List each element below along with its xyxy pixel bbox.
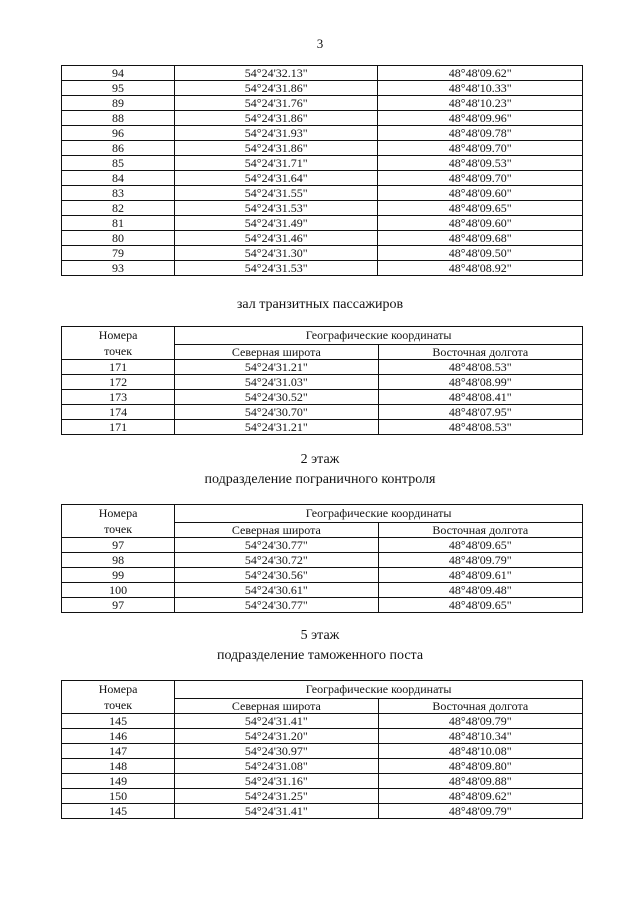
point-number-cell: 173 xyxy=(62,390,175,405)
latitude-cell: 54°24'31.41" xyxy=(175,714,378,729)
point-number-cell: 171 xyxy=(62,360,175,375)
table-row xyxy=(62,804,583,819)
section-title-customs: подразделение таможенного поста xyxy=(216,648,424,663)
latitude-cell: 54°24'31.55" xyxy=(174,186,378,201)
latitude-cell: 54°24'32.13" xyxy=(174,66,378,81)
header-row xyxy=(62,505,583,523)
point-number-cell: 99 xyxy=(62,568,175,583)
latitude-cell: 54°24'30.97" xyxy=(175,744,378,759)
longitude-cell: 48°48'09.65" xyxy=(378,201,583,216)
longitude-cell: 48°48'09.68" xyxy=(378,231,583,246)
floor-title-5: 5 этаж xyxy=(300,628,340,643)
longitude-cell: 48°48'09.53" xyxy=(378,156,583,171)
table-row xyxy=(62,375,583,390)
lon-header: Восточная долгота xyxy=(378,344,582,359)
table-row xyxy=(62,96,583,111)
latitude-cell: 54°24'31.93" xyxy=(174,126,378,141)
longitude-cell: 48°48'09.48" xyxy=(378,583,582,598)
longitude-cell: 48°48'07.95" xyxy=(378,405,582,420)
latitude-cell: 54°24'31.03" xyxy=(175,375,378,390)
geo-header: Географические координаты xyxy=(175,327,583,345)
geo-header: Географические координаты xyxy=(175,505,583,523)
table-row xyxy=(62,246,583,261)
longitude-cell: 48°48'09.50" xyxy=(378,246,583,261)
longitude-cell: 48°48'09.62" xyxy=(378,66,583,81)
point-number-cell: 98 xyxy=(62,553,175,568)
table-data xyxy=(62,538,583,613)
table-row xyxy=(62,111,583,126)
coordinates-table-transit-hall xyxy=(61,326,583,435)
table-row xyxy=(62,141,583,156)
lat-header: Северная широта xyxy=(175,522,378,537)
point-number-cell: 82 xyxy=(62,201,175,216)
points-header xyxy=(62,327,175,360)
latitude-cell: 54°24'31.30" xyxy=(174,246,378,261)
header-row xyxy=(62,327,583,345)
point-number-cell: 80 xyxy=(62,231,175,246)
table-row xyxy=(62,538,583,553)
coordinates-table-continued xyxy=(61,65,583,276)
table-body xyxy=(62,681,583,714)
point-number-cell: 96 xyxy=(62,126,175,141)
point-number-cell: 150 xyxy=(62,789,175,804)
table-row xyxy=(62,568,583,583)
longitude-cell: 48°48'09.70" xyxy=(378,141,583,156)
section-title-transit-hall: зал транзитных пассажиров xyxy=(236,297,404,312)
table-body xyxy=(62,66,583,276)
table-row xyxy=(62,66,583,81)
latitude-cell: 54°24'31.86" xyxy=(174,111,378,126)
point-number-cell: 95 xyxy=(62,81,175,96)
point-number-cell: 172 xyxy=(62,375,175,390)
table-body xyxy=(62,327,583,360)
point-number-cell: 147 xyxy=(62,744,175,759)
table-row xyxy=(62,126,583,141)
lon-header: Восточная долгота xyxy=(378,522,582,537)
table-row xyxy=(62,81,583,96)
lon-header: Восточная долгота xyxy=(378,698,582,713)
header-row xyxy=(62,681,583,699)
latitude-cell: 54°24'31.86" xyxy=(174,81,378,96)
point-number-cell: 85 xyxy=(62,156,175,171)
longitude-cell: 48°48'09.62" xyxy=(378,789,582,804)
longitude-cell: 48°48'09.70" xyxy=(378,171,583,186)
longitude-cell: 48°48'09.79" xyxy=(378,714,582,729)
latitude-cell: 54°24'30.77" xyxy=(175,598,378,613)
longitude-cell: 48°48'09.88" xyxy=(378,774,582,789)
longitude-cell: 48°48'09.65" xyxy=(378,598,582,613)
point-number-cell: 94 xyxy=(62,66,175,81)
longitude-cell: 48°48'09.60" xyxy=(378,216,583,231)
latitude-cell: 54°24'31.49" xyxy=(174,216,378,231)
points-header-line2: точек xyxy=(104,344,133,358)
longitude-cell: 48°48'09.65" xyxy=(378,538,582,553)
latitude-cell: 54°24'31.53" xyxy=(174,201,378,216)
latitude-cell: 54°24'30.70" xyxy=(175,405,378,420)
points-header-line1: Номера xyxy=(98,682,138,696)
point-number-cell: 146 xyxy=(62,729,175,744)
longitude-cell: 48°48'09.79" xyxy=(378,804,582,819)
longitude-cell: 48°48'08.53" xyxy=(378,420,582,435)
point-number-cell: 97 xyxy=(62,598,175,613)
points-header xyxy=(62,681,175,714)
points-header-line2: точек xyxy=(104,522,133,536)
longitude-cell: 48°48'10.33" xyxy=(378,81,583,96)
latitude-cell: 54°24'31.46" xyxy=(174,231,378,246)
longitude-cell: 48°48'09.96" xyxy=(378,111,583,126)
point-number-cell: 100 xyxy=(62,583,175,598)
table-row xyxy=(62,729,583,744)
point-number-cell: 86 xyxy=(62,141,175,156)
latitude-cell: 54°24'30.61" xyxy=(175,583,378,598)
table-row xyxy=(62,405,583,420)
point-number-cell: 174 xyxy=(62,405,175,420)
table-row xyxy=(62,553,583,568)
point-number-cell: 93 xyxy=(62,261,175,276)
latitude-cell: 54°24'31.25" xyxy=(175,789,378,804)
point-number-cell: 88 xyxy=(62,111,175,126)
table-row xyxy=(62,231,583,246)
floor-title-2: 2 этаж xyxy=(300,452,340,467)
longitude-cell: 48°48'09.78" xyxy=(378,126,583,141)
longitude-cell: 48°48'09.60" xyxy=(378,186,583,201)
table-row xyxy=(62,759,583,774)
latitude-cell: 54°24'30.56" xyxy=(175,568,378,583)
longitude-cell: 48°48'08.92" xyxy=(378,261,583,276)
points-header-line2: точек xyxy=(104,698,133,712)
table-row xyxy=(62,216,583,231)
latitude-cell: 54°24'31.16" xyxy=(175,774,378,789)
longitude-cell: 48°48'10.23" xyxy=(378,96,583,111)
point-number-cell: 81 xyxy=(62,216,175,231)
latitude-cell: 54°24'31.86" xyxy=(174,141,378,156)
table-row xyxy=(62,774,583,789)
table-row xyxy=(62,261,583,276)
latitude-cell: 54°24'31.20" xyxy=(175,729,378,744)
table-row xyxy=(62,789,583,804)
point-number-cell: 97 xyxy=(62,538,175,553)
point-number-cell: 149 xyxy=(62,774,175,789)
latitude-cell: 54°24'31.53" xyxy=(174,261,378,276)
points-header-line1: Номера xyxy=(98,506,138,520)
point-number-cell: 171 xyxy=(62,420,175,435)
table-row xyxy=(62,420,583,435)
table-row xyxy=(62,390,583,405)
latitude-cell: 54°24'31.41" xyxy=(175,804,378,819)
table-row xyxy=(62,714,583,729)
latitude-cell: 54°24'31.71" xyxy=(174,156,378,171)
table-data xyxy=(62,360,583,435)
table-row xyxy=(62,156,583,171)
points-header xyxy=(62,505,175,538)
table-row xyxy=(62,360,583,375)
lat-header: Северная широта xyxy=(175,698,378,713)
latitude-cell: 54°24'30.72" xyxy=(175,553,378,568)
page-number: 3 xyxy=(316,36,324,51)
geo-header: Географические координаты xyxy=(175,681,583,699)
longitude-cell: 48°48'08.53" xyxy=(378,360,582,375)
latitude-cell: 54°24'31.21" xyxy=(175,420,378,435)
longitude-cell: 48°48'10.08" xyxy=(378,744,582,759)
latitude-cell: 54°24'30.77" xyxy=(175,538,378,553)
point-number-cell: 83 xyxy=(62,186,175,201)
table-row xyxy=(62,583,583,598)
coordinates-table-border-control xyxy=(61,504,583,613)
point-number-cell: 145 xyxy=(62,804,175,819)
point-number-cell: 84 xyxy=(62,171,175,186)
point-number-cell: 79 xyxy=(62,246,175,261)
longitude-cell: 48°48'09.61" xyxy=(378,568,582,583)
section-title-border-control: подразделение пограничного контроля xyxy=(204,472,436,487)
table-row xyxy=(62,186,583,201)
point-number-cell: 145 xyxy=(62,714,175,729)
point-number-cell: 148 xyxy=(62,759,175,774)
point-number-cell: 89 xyxy=(62,96,175,111)
latitude-cell: 54°24'31.08" xyxy=(175,759,378,774)
longitude-cell: 48°48'08.99" xyxy=(378,375,582,390)
table-row xyxy=(62,201,583,216)
points-header-line1: Номера xyxy=(98,328,138,342)
latitude-cell: 54°24'31.21" xyxy=(175,360,378,375)
lat-header: Северная широта xyxy=(175,344,378,359)
latitude-cell: 54°24'31.64" xyxy=(174,171,378,186)
longitude-cell: 48°48'09.79" xyxy=(378,553,582,568)
latitude-cell: 54°24'31.76" xyxy=(174,96,378,111)
coordinates-table-customs xyxy=(61,680,583,819)
longitude-cell: 48°48'10.34" xyxy=(378,729,582,744)
table-row xyxy=(62,598,583,613)
longitude-cell: 48°48'08.41" xyxy=(378,390,582,405)
latitude-cell: 54°24'30.52" xyxy=(175,390,378,405)
longitude-cell: 48°48'09.80" xyxy=(378,759,582,774)
table-body xyxy=(62,505,583,538)
table-row xyxy=(62,171,583,186)
table-row xyxy=(62,744,583,759)
table-data xyxy=(62,714,583,819)
